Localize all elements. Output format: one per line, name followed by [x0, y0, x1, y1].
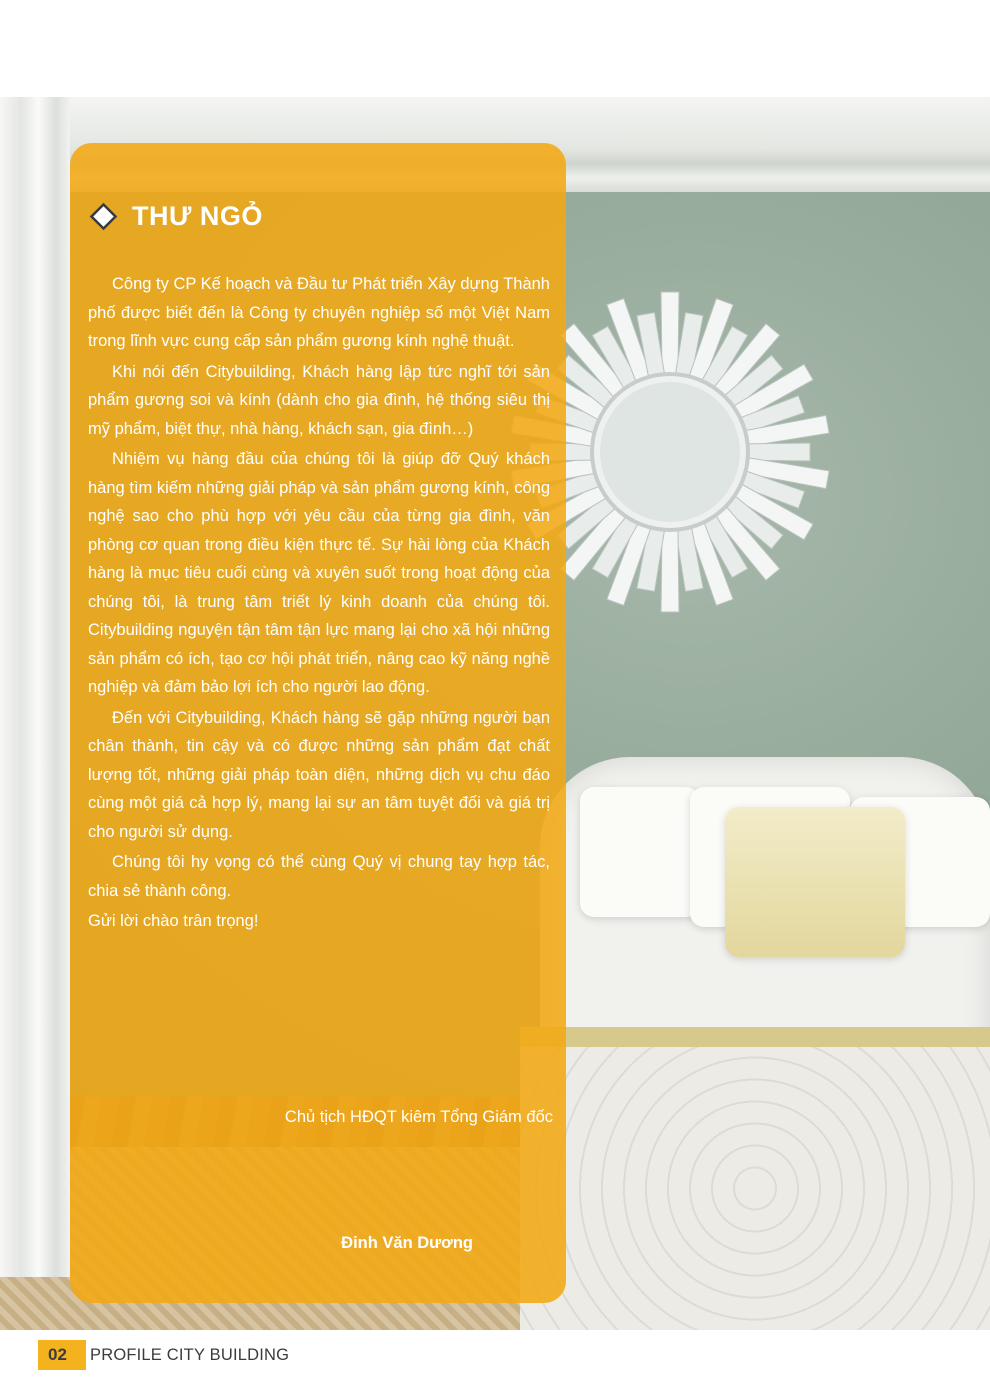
signature-title: Chủ tịch HĐQT kiêm Tổng Giám đốc — [284, 1108, 553, 1126]
letter-title: THƯ NGỎ — [132, 200, 263, 231]
curtain — [0, 97, 70, 1277]
letter-paragraph: Đến với Citybuilding, Khách hàng sẽ gặp những người bạn chân thành, tin cậy và có được những sản phẩm đạt chất lượng tốt, những giải pháp toàn diện, những dịch vụ chu đáo cùng một giá cả hợp lý, mang lại sự an tâm tuyệt đối và giá trị cho người sử dụng. — [88, 708, 550, 841]
letter-paragraph: Chúng tôi hy vọng có thể cùng Quý vị chung tay hợp tác, chia sẻ thành công. — [88, 853, 550, 900]
signature-name: Đinh Văn Dương — [341, 1234, 473, 1252]
chevron-right-icon — [72, 1340, 86, 1370]
diamond-icon — [88, 201, 118, 231]
letter-heading — [88, 198, 263, 234]
letter-body — [88, 270, 550, 936]
letter-paragraph: Công ty CP Kế hoạch và Đầu tư Phát triển Xây dựng Thành phố được biết đến là Công ty chuyên nghiệp số một Việt Nam trong lĩnh vực cung cấp sản phẩm gương kính nghệ thuật. — [88, 275, 550, 350]
page-number: 02 — [48, 1345, 67, 1364]
letter-paragraph: Nhiệm vụ hàng đầu của chúng tôi là giúp đỡ Quý khách hàng tìm kiếm những giải pháp và sản phẩm gương kính, công nghệ sao cho phù hợp với yêu cầu của từng gia đình, văn phòng cơ quan trong điều kiện thực tế. Sự hài lòng của Khách hàng là mục tiêu cuối cùng và xuyên suốt trong hoạt động của chúng tôi, là trung tâm triết lý kinh doanh của chúng tôi. Citybuilding nguyện tận tâm tận lực mang lại cho xã hội những sản phẩm có ích, tạo cơ hội phát triển, nâng cao kỹ năng nghề nghiệp và đảm bảo lợi ích cho người lao động. — [88, 450, 550, 696]
pillow — [580, 787, 700, 917]
bed-base — [520, 1047, 990, 1330]
pillow — [725, 807, 905, 957]
page-footer — [0, 1330, 990, 1400]
footer-label: PROFILE CITY BUILDING — [90, 1346, 290, 1364]
closing-line: Gửi lời chào trân trọng! — [88, 912, 259, 930]
letter-paragraph: Khi nói đến Citybuilding, Khách hàng lập tức nghĩ tới sản phẩm gương soi và kính (dành cho gia đình, hệ thống siêu thị mỹ phẩm, biệt thự, nhà hàng, khách sạn, gia đình…) — [88, 362, 550, 438]
